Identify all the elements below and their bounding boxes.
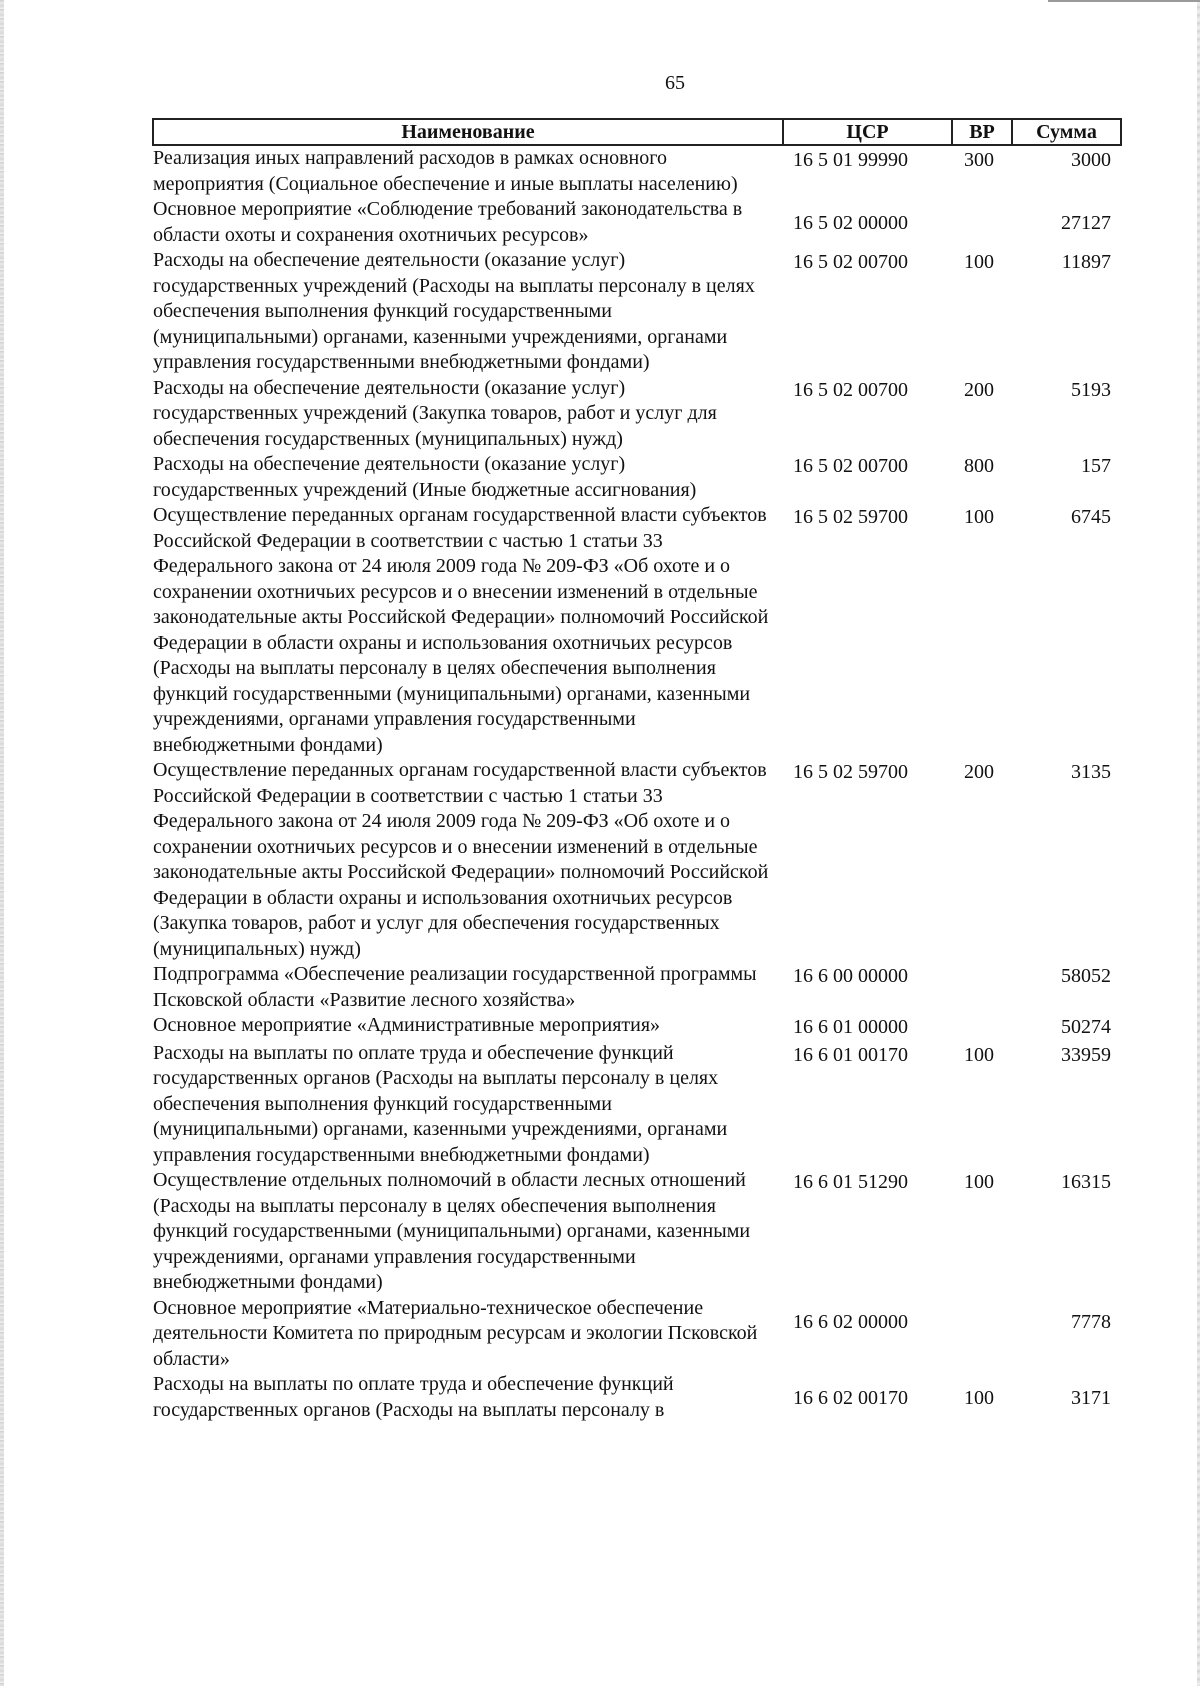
header-sum: Сумма: [1012, 119, 1121, 145]
row-csr: 16 6 01 51290: [793, 1171, 908, 1193]
row-vr: 800: [964, 455, 994, 477]
header-csr: ЦСР: [783, 119, 952, 145]
row-vr: 200: [964, 378, 994, 401]
row-name: Основное мероприятие «Административные мероприятия»: [153, 1014, 661, 1036]
scan-top-line: [1048, 0, 1200, 2]
table-row: [153, 1168, 1121, 1296]
row-sum: 11897: [1061, 251, 1111, 273]
table-row: [153, 145, 1121, 197]
table-row: [153, 503, 1121, 758]
table-header-row: [153, 119, 1121, 145]
row-vr: 100: [964, 1043, 994, 1066]
row-sum: 5193: [1071, 378, 1111, 401]
row-name: Расходы на обеспечение деятельности (оказание услуг) государственных учреждений (Иные бюджетные ассигнования): [153, 453, 697, 501]
row-vr: [952, 1296, 1012, 1373]
header-vr: ВР: [952, 119, 1012, 145]
row-csr: 16 5 02 00700: [793, 378, 908, 401]
row-sum: 16315: [1061, 1171, 1111, 1193]
row-vr: 100: [964, 251, 994, 273]
table-row: [153, 1296, 1121, 1373]
row-name: Осуществление переданных органам государственной власти субъектов Российской Федерации в соответствии с частью 1 статьи 33 Федерального закона от 24 июля 2009 года № 209-ФЗ «Об охоте и о сохранении охотничьих ресурсов и о внесении изменений в отдельные законодательные акты Российской Федерации» полномочий Российской Федерации в области охраны и использования охотничьих ресурсов (Закупка товаров, работ и услуг для обеспечения государственных (муниципальных) нужд): [153, 759, 769, 960]
row-vr: 100: [964, 1387, 994, 1409]
table-body: [153, 145, 1121, 1423]
row-sum: 33959: [1061, 1043, 1111, 1066]
row-sum: 3171: [1071, 1387, 1111, 1409]
table-row: [153, 1372, 1121, 1423]
row-csr: 16 5 02 00000: [793, 212, 908, 234]
row-sum: 50274: [1061, 1016, 1111, 1038]
row-name: Осуществление переданных органам государственной власти субъектов Российской Федерации в соответствии с частью 1 статьи 33 Федерального закона от 24 июля 2009 года № 209-ФЗ «Об охоте и о сохранении охотничьих ресурсов и о внесении изменений в отдельные законодательные акты Российской Федерации» полномочий Российской Федерации в области охраны и использования охотничьих ресурсов (Расходы на выплаты персоналу в целях обеспечения выполнения функций государственными (муниципальными) органами, казенными учреждениями, органами управления государственными внебюджетными фондами): [153, 504, 769, 756]
page-number: 65: [665, 72, 685, 94]
row-name: Основное мероприятие «Соблюдение требований законодательства в области охоты и сохранения охотничьих ресурсов»: [153, 198, 743, 246]
row-sum: 157: [1081, 455, 1111, 477]
row-csr: 16 6 00 00000: [793, 965, 908, 987]
row-csr: 16 5 02 00700: [793, 251, 908, 273]
table-header: [153, 119, 1121, 145]
table-row: [153, 248, 1121, 376]
budget-table: [152, 118, 1122, 1423]
row-csr: 16 5 02 59700: [793, 761, 908, 783]
row-name: Расходы на выплаты по оплате труда и обеспечение функций государственных органов (Расходы на выплаты персоналу в: [153, 1373, 674, 1421]
table-row: [153, 197, 1121, 248]
row-vr: 200: [964, 761, 994, 783]
row-name: Основное мероприятие «Материально-техническое обеспечение деятельности Комитета по природным ресурсам и экологии Псковской области»: [153, 1296, 758, 1370]
row-name: Расходы на выплаты по оплате труда и обеспечение функций государственных органов (Расходы на выплаты персоналу в целях обеспечения выполнения функций государственными (муниципальными) органами, казенными учреждениями, органами управления государственными внебюджетными фондами): [153, 1041, 728, 1166]
row-vr: [952, 197, 1012, 248]
row-vr: 100: [964, 1171, 994, 1193]
table-row: [153, 452, 1121, 503]
table-row: [153, 376, 1121, 453]
table-row: [153, 962, 1121, 1013]
row-csr: 16 5 01 99990: [793, 149, 908, 171]
row-name: Расходы на обеспечение деятельности (оказание услуг) государственных учреждений (Расходы на выплаты персоналу в целях обеспечения выполнения функций государственными (муниципальными) органами, казенными учреждениями, органами управления государственными внебюджетными фондами): [153, 249, 755, 373]
row-vr: 300: [964, 149, 994, 171]
header-name: Наименование: [153, 119, 783, 145]
row-sum: 27127: [1061, 212, 1111, 234]
row-sum: 3135: [1071, 761, 1111, 783]
row-name: Расходы на обеспечение деятельности (оказание услуг) государственных учреждений (Закупка товаров, работ и услуг для обеспечения государственных (муниципальных) нужд): [153, 376, 717, 450]
row-name: Подпрограмма «Обеспечение реализации государственной программы Псковской области «Развитие лесного хозяйства»: [153, 963, 757, 1011]
row-sum: 58052: [1061, 965, 1111, 987]
row-vr: 100: [964, 506, 994, 528]
row-csr: 16 6 01 00000: [793, 1016, 908, 1038]
row-csr: 16 6 02 00170: [793, 1387, 908, 1409]
table-row: [153, 1041, 1121, 1169]
row-sum: 7778: [1071, 1310, 1111, 1333]
row-csr: 16 6 01 00170: [793, 1043, 908, 1066]
row-sum: 3000: [1071, 149, 1111, 171]
row-csr: 16 6 02 00000: [793, 1310, 908, 1333]
row-sum: 6745: [1071, 506, 1111, 528]
row-name: Осуществление отдельных полномочий в области лесных отношений (Расходы на выплаты персоналу в целях обеспечения выполнения функций государственными (муниципальными) органами, казенными учреждениями, органами управления государственными внебюджетными фондами): [153, 1169, 751, 1293]
row-vr: [952, 962, 1012, 1013]
row-csr: 16 5 02 00700: [793, 455, 908, 477]
row-vr: [952, 1013, 1012, 1041]
row-csr: 16 5 02 59700: [793, 506, 908, 528]
row-name: Реализация иных направлений расходов в рамках основного мероприятия (Социальное обеспечение и иные выплаты населению): [153, 147, 738, 195]
table-row: [153, 758, 1121, 962]
scan-edge-left: [0, 0, 4, 1686]
table-row: [153, 1013, 1121, 1041]
